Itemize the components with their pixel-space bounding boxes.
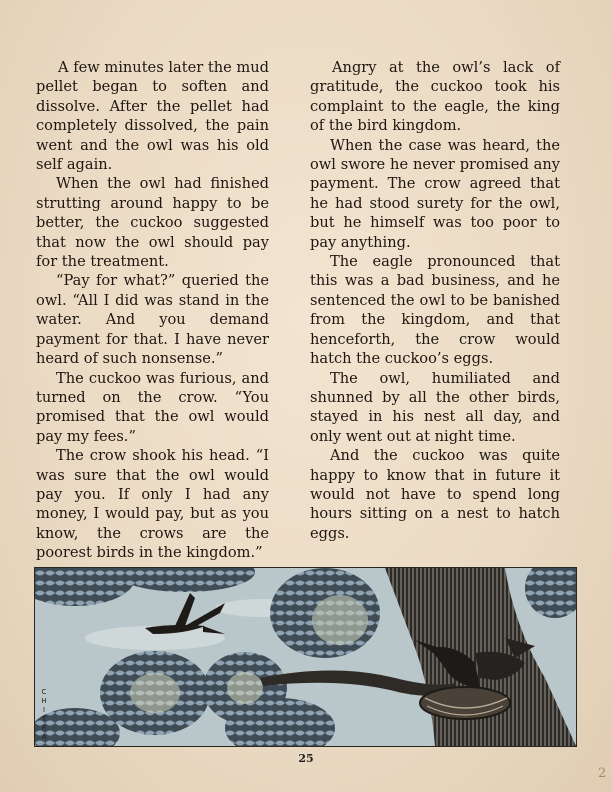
paragraph: When the case was heard, the owl swore he never promised any payment. The crow agreed that he had stood surety for the owl, but he himself was too poor to pay anything.	[310, 136, 560, 251]
paragraph: A few minutes later the mud pellet began to soften and dissolve. After the pellet had completely dissolved, the pain went and the owl was his old self again.	[36, 59, 269, 174]
illustration-art	[35, 568, 576, 746]
paragraph: “Pay for what?” queried the owl. “All I did was stand in the water. And you demand payment for that. I have never heard of such nonsense.”	[36, 272, 269, 368]
paragraph: And the cuckoo was quite happy to know that in future it would not have to spend long hours sitting on a nest to hatch eggs.	[310, 447, 560, 542]
right-text-column	[310, 58, 560, 543]
paragraph: Angry at the owl’s lack of gratitude, the cuckoo took his complaint to the eagle, the king of the bird kingdom.	[310, 59, 560, 135]
corner-mark: 2	[598, 766, 607, 781]
paragraph: The owl, humiliated and shunned by all the other birds, stayed in his nest all day, and only went out at night time.	[310, 369, 560, 445]
paragraph: The eagle pronounced that this was a bad business, and he sentenced the owl to be banished from the kingdom, and that henceforth, the crow would hatch the cuckoo’s eggs.	[310, 253, 560, 368]
paragraph: When the owl had finished strutting around happy to be better, the cuckoo suggested that now the owl should pay for the treatment.	[36, 175, 269, 271]
artist-signature: C H I T R A	[41, 688, 47, 741]
paragraph: The cuckoo was furious, and turned on the crow. “You promised that the owl would pay my fees.”	[36, 369, 269, 445]
paragraph: The crow shook his head. “I was sure that the owl would pay you. If only I had any money, I would pay, but as you know, the crows are the poorest birds in the kingdom.”	[36, 447, 269, 562]
story-illustration	[34, 567, 577, 747]
left-text-column	[36, 58, 269, 563]
page-number: 25	[298, 752, 314, 765]
